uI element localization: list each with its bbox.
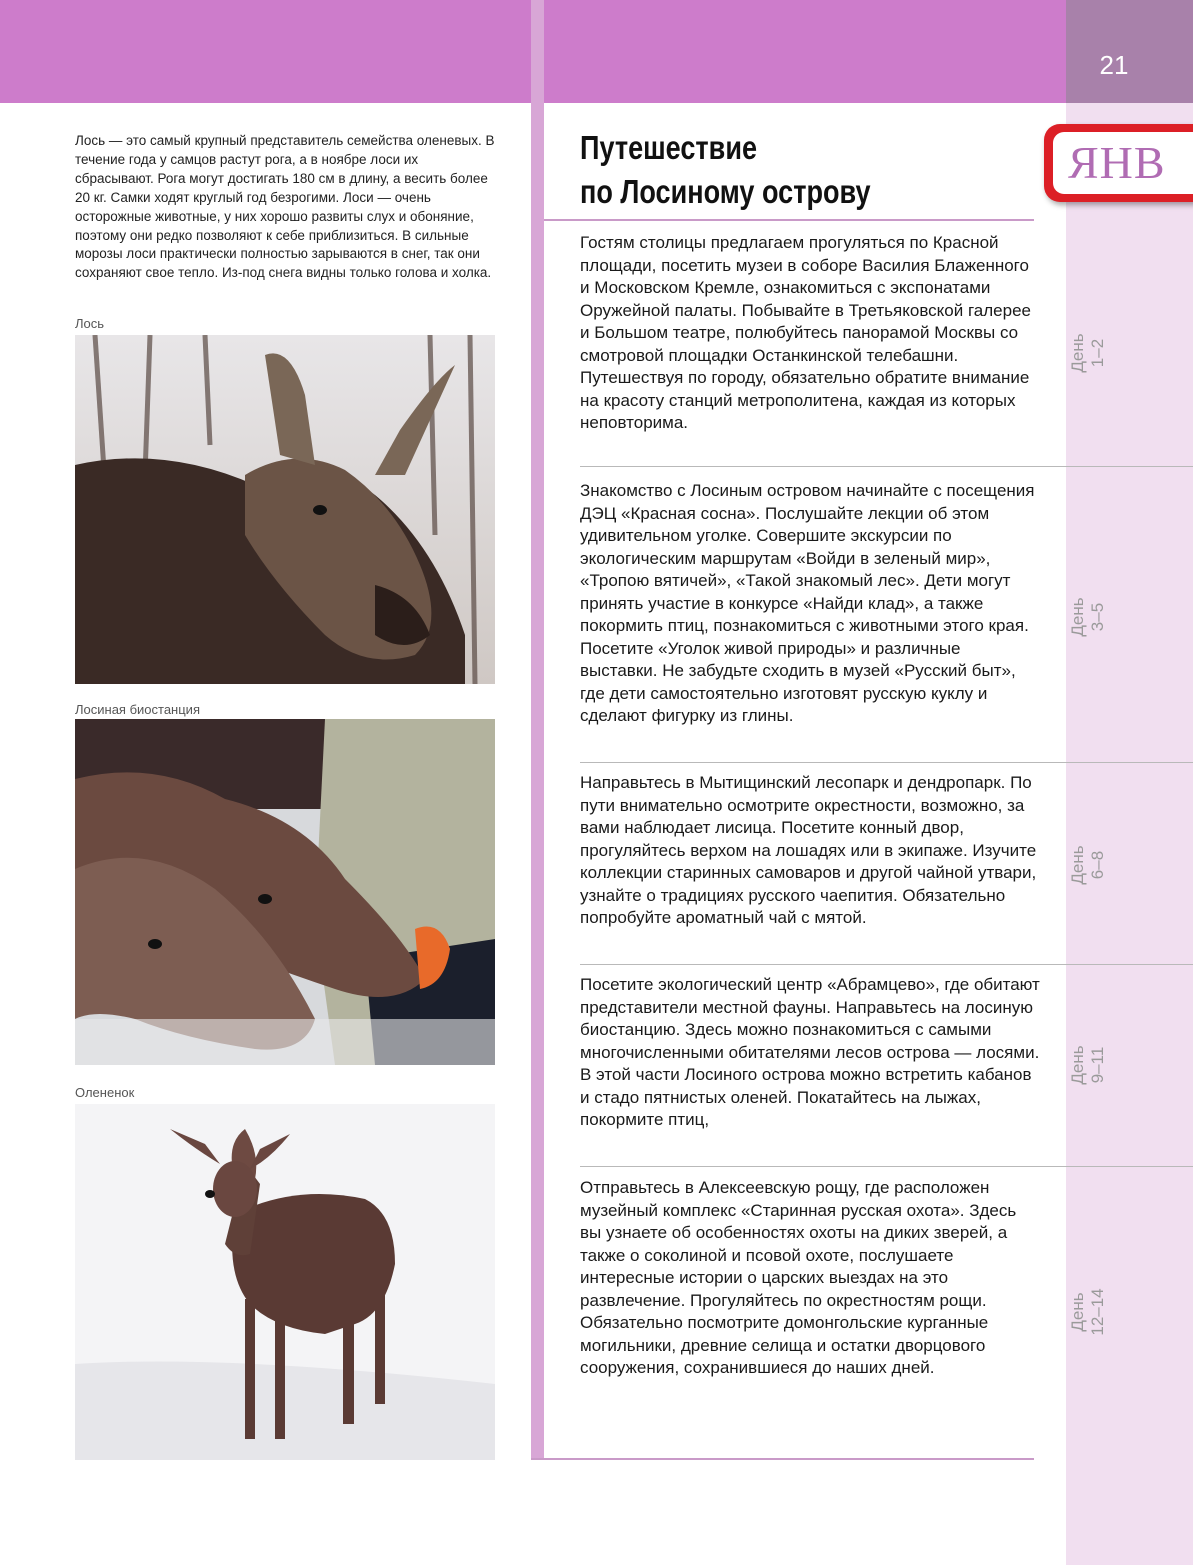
day-label-range: 9–11 — [1088, 1046, 1107, 1084]
biostation-photo — [75, 719, 495, 1065]
photo-caption-moose: Лось — [75, 316, 105, 331]
day-divider — [580, 964, 1193, 965]
day-divider — [580, 1166, 1193, 1167]
day-text: Знакомство с Лосиным островом начинайте с посещения ДЭЦ «Красная сосна». Послушайте лекции об этом удивительном уголке. Совершите экскурсии по экологическим маршрутам «Войди в зеленый мир», «Тропою вятичей», «Такой знакомый лес». Дети могут принять участие в конкурсе «Найди клад», а также покормить птиц, познакомиться с животными этого края. Посетите «Уголок живой природы» и различные выставки. Не забудьте сходить в музей «Русский быт», где дети самостоятельно изготовят русскую куклу и сделают фигурку из глины. — [580, 481, 1035, 725]
day-label-word: День — [1068, 597, 1087, 637]
page-number: 21 — [1099, 50, 1129, 80]
page-title-line1: Путешествие — [580, 129, 758, 166]
day-text: Посетите экологический центр «Абрамцево», где обитают представители местной фауны. Направьтесь на лосиную биостанцию. Здесь можно познакомиться с самыми многочисленными обитателями лесов острова — лосями. В этой части Лосиного острова можно встретить кабанов и стадо пятнистых оленей. Покатайтесь на лыжах, покормите птиц, — [580, 975, 1040, 1129]
page-title — [580, 126, 941, 214]
column-divider — [531, 0, 544, 1460]
day-block-1-2 — [580, 232, 1040, 435]
day-label-range: 6–8 — [1088, 850, 1107, 880]
title-divider — [544, 219, 1034, 221]
day-label-1-2 — [1068, 273, 1108, 433]
day-divider — [580, 762, 1193, 763]
page-title-line2: по Лосиному острову — [580, 173, 871, 210]
day-label-word: День — [1068, 1045, 1087, 1085]
day-label-range: 12–14 — [1088, 1288, 1107, 1336]
header-band-right — [544, 0, 1066, 103]
fawn-photo — [75, 1104, 495, 1460]
day-label-range: 3–5 — [1088, 602, 1107, 632]
day-text: Отправьтесь в Алексеевскую рощу, где расположен музейный комплекс «Старинная русская охота». Здесь вы узнаете об особенностях охоты на диких зверей, а также о соколиной и псовой охоте, послушаете интересные истории о царских выездах на это развлечение. Прогуляйтесь по окрестностям рощи. Обязательно посмотрите домонгольские курганные могильники, древние селища и остатки дворцового сооружения, сохранившиеся до наших дней. — [580, 1178, 1017, 1377]
day-divider — [580, 466, 1193, 467]
day-block-12-14 — [580, 1177, 1040, 1380]
day-text: Гостям столицы предлагаем прогуляться по Красной площади, посетить музеи в соборе Василия Блаженного и Московском Кремле, ознакомиться с экспонатами Оружейной палаты. Побывайте в Третьяковской галерее и Большом театре, полюбуйтесь панорамой Москвы со смотровой площадки Останкинской телебашни. Путешествуя по городу, обязательно обратите внимание на красоту станций метрополитена, каждая из которых неповторима. — [580, 233, 1031, 432]
day-label-word: День — [1068, 845, 1087, 885]
header-band-left — [0, 0, 531, 103]
photo-caption-fawn: Олененок — [75, 1085, 135, 1100]
intro-text: Лось — это самый крупный представитель семейства оленевых. В течение года у самцов растут рога, а в ноябре лоси их сбрасывают. Рога могут достигать 180 см в длину, а весить более 20 кг. Самки ходят круглый год безрогими. Лоси — очень осторожные животные, у них хорошо развиты слух и обоняние, поэтому они редко позволяют к себе приблизиться. В сильные морозы лоси практически полностью зарываются в снег, так они сохраняют свое тепло. Из-под снега видны только голова и холка. — [75, 133, 495, 281]
day-block-6-8 — [580, 772, 1040, 930]
bottom-divider — [531, 1458, 1034, 1460]
day-label-word: День — [1068, 333, 1087, 373]
day-label-9-11 — [1068, 985, 1108, 1145]
day-label-6-8 — [1068, 785, 1108, 945]
intro-block — [75, 132, 495, 283]
day-block-3-5 — [580, 480, 1040, 728]
photo-caption-biostation: Лосиная биостанция — [75, 702, 200, 717]
day-label-3-5 — [1068, 537, 1108, 697]
day-label-12-14 — [1068, 1232, 1108, 1392]
moose-photo — [75, 335, 495, 684]
month-label: ЯНВ — [1068, 137, 1166, 188]
day-label-range: 1–2 — [1088, 338, 1107, 368]
day-text: Направьтесь в Мытищинский лесопарк и дендропарк. По пути внимательно осмотрите окрестности, возможно, за вами наблюдает лисица. Посетите конный двор, прогуляйтесь верхом на лошадях или в экипаже. Изучите коллекции старинных самоваров и другой чайной утвари, узнайте о традициях русского чаепития. Обязательно попробуйте ароматный чай с мятой. — [580, 773, 1037, 927]
day-label-word: День — [1068, 1292, 1087, 1332]
day-block-9-11 — [580, 974, 1040, 1132]
